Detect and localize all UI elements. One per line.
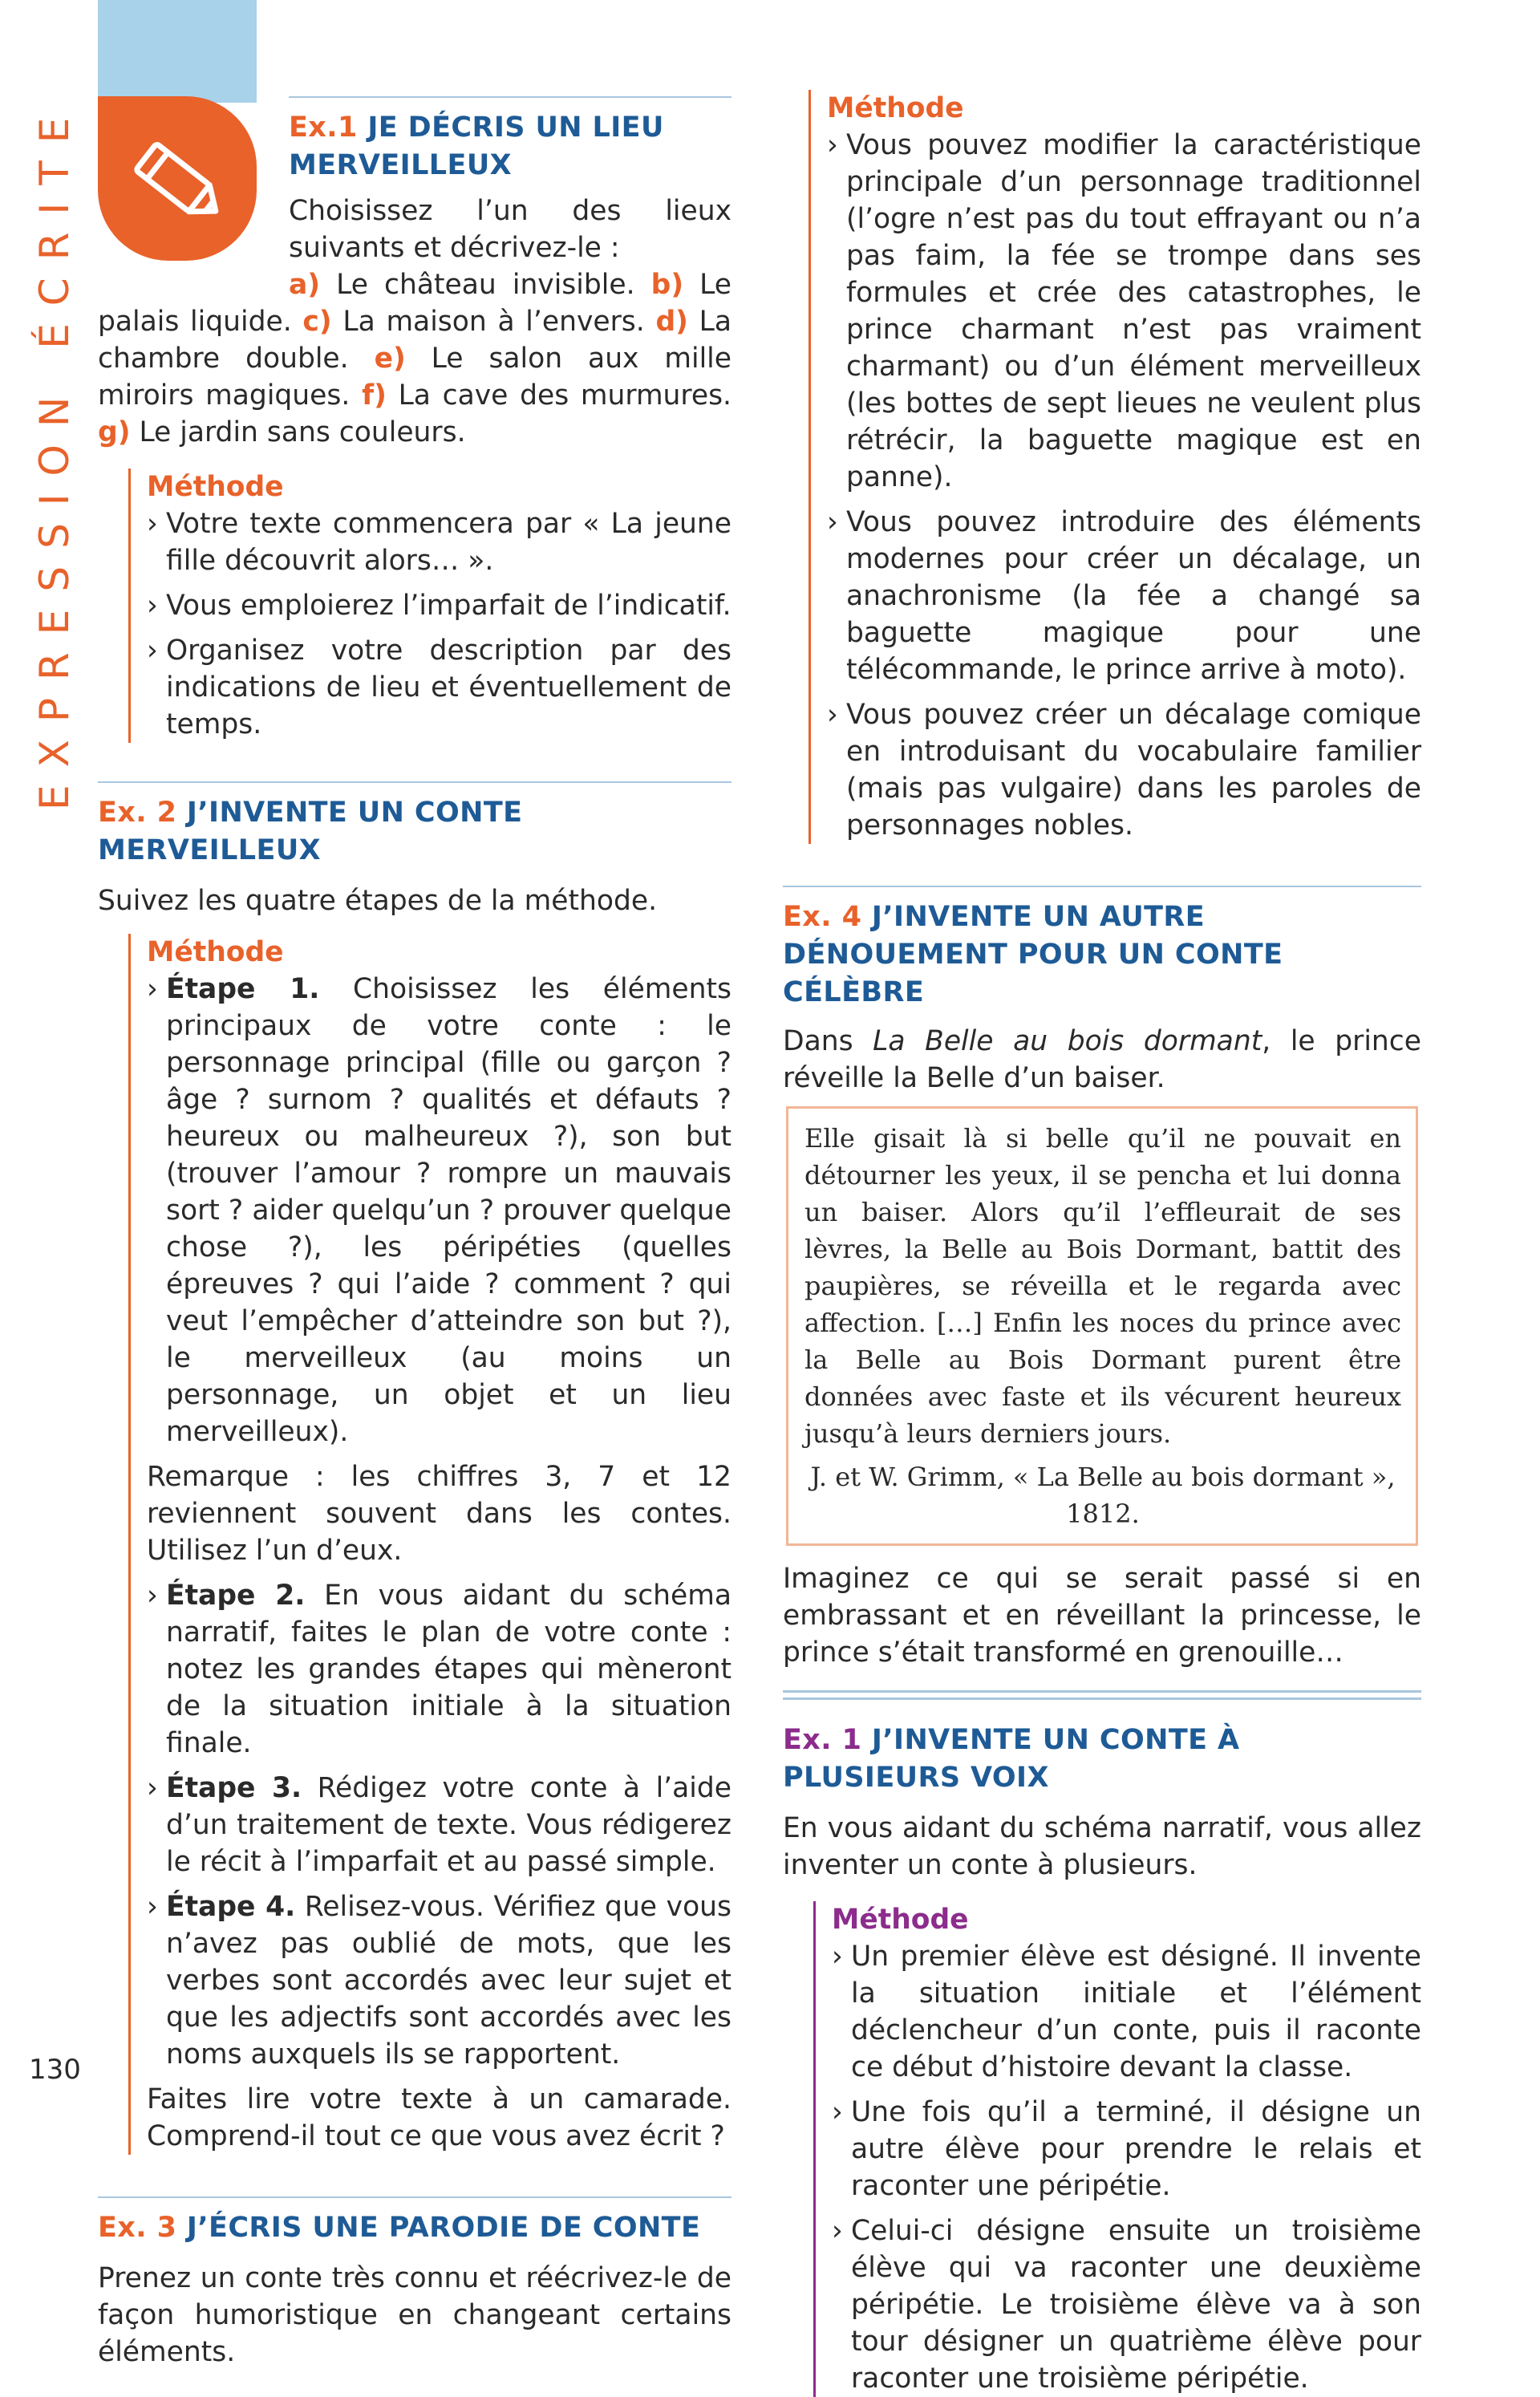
methode-item: › Vous pouvez modifier la caractéristique principale d’un personnage traditionnel (l’ogre n’est pas du tout effrayant ou n’a pas faim, la fée se trompe dans ses formules et crée des catastrophes, le prince charmant n’est pas vraiment charmant) ou d’un élément merveilleux (les bottes de sept lieues ne veulent plus rétrécir, la baguette magique est en panne).	[827, 129, 1421, 493]
ex2-title: Ex. 2 J’INVENTE UN CONTE MERVEILLEUX	[98, 797, 523, 866]
header-blue-tab	[98, 0, 257, 103]
step-item: › Étape 2. En vous aidant du schéma narratif, faites le plan de votre conte : notez les grandes étapes qui mèneront de la situation initiale à la situation finale.	[147, 1580, 732, 1759]
ex1-methode	[128, 468, 732, 743]
methode-item: › Vous emploierez l’imparfait de l’indicatif.	[147, 590, 732, 622]
page-number: 130	[29, 2054, 81, 2086]
ex3-intro: Prenez un conte très connu et réécrivez-le de façon humoristique en changeant certains éléments.	[98, 2262, 732, 2368]
ex4-title: Ex. 4 J’INVENTE UN AUTRE DÉNOUEMENT POUR UN CONTE CÉLÈBRE	[783, 901, 1283, 1008]
methode-item: › Celui-ci désigne ensuite un troisième élève qui va raconter une deuxième péripétie. Le troisième élève va à son tour désigner un quatrième élève pour raconter une troisième péripétie.	[832, 2215, 1421, 2395]
methode-title: Méthode	[832, 1904, 969, 1936]
methode-item: › Un premier élève est désigné. Il invente la situation initiale et l’élément déclencheur d’un conte, puis il raconte ce début d’histoire devant la classe.	[832, 1941, 1421, 2083]
ex4-question: Imaginez ce qui se serait passé si en embrassant et en réveillant la princesse, le prince s’était transformé en grenouille…	[783, 1563, 1421, 1669]
ex3-title: Ex. 3 J’ÉCRIS UNE PARODIE DE CONTE	[98, 2212, 701, 2244]
divider	[783, 886, 1421, 887]
double-divider	[783, 1690, 1421, 1693]
ex2-intro: Suivez les quatre étapes de la méthode.	[98, 885, 658, 917]
step-item: › Étape 4. Relisez-vous. Vérifiez que vous n’avez pas oublié de mots, que les verbes sont accordés avec leur sujet et que les adjectifs sont accordés avec les noms auxquels ils se rapportent.	[147, 1891, 732, 2071]
methode-title: Méthode	[147, 471, 284, 503]
quote-box	[786, 1106, 1418, 1546]
ex2-methode	[128, 934, 732, 2155]
methode-title: Méthode	[827, 92, 964, 124]
quote-source: J. et W. Grimm, « La Belle au bois dormant », 1812.	[810, 1462, 1396, 1529]
methode-item: › Votre texte commencera par « La jeune fille découvrit alors… ».	[147, 508, 732, 577]
ex5-methode	[813, 1901, 1421, 2397]
ex2-final-note: Faites lire votre texte à un camarade. Comprend-il tout ce que vous avez écrit ?	[147, 2083, 732, 2152]
ex5-intro: En vous aidant du schéma narratif, vous allez inventer un conte à plusieurs.	[783, 1812, 1421, 1881]
ex4-intro: Dans La Belle au bois dormant, le prince réveille la Belle d’un baiser.	[783, 1025, 1421, 1094]
quote-text: Elle gisait là si belle qu’il ne pouvait en détourner les yeux, il se pencha et lui donna un baiser. Alors qu’il l’effleurait de ses lèvres, la Belle au Bois Dormant, battit des paupières, se réveilla et le regarda avec affection. […] Enfin les noces du prince avec la Belle au Bois Dormant purent être données avec faste et ils vécurent heureux jusqu’à leurs derniers jours.	[804, 1123, 1401, 1449]
side-title: EXPRESSION ÉCRITE	[31, 99, 78, 810]
step-item: › Étape 1. Choisissez les éléments principaux de votre conte : le personnage principal (fille ou garçon ? âge ? surnom ? qualités et défauts ? heureux ou malheureux ?), son but (trouver l’amour ? rompre un mauvais sort ? aider quelqu’un ? prouver quelque chose ?), les péripéties (quelles épreuves ? qui l’aide ? comment ? qui veut l’empêcher d’atteindre son but ?), le merveilleux (au moins un personnage, un objet et un lieu merveilleux).	[147, 973, 732, 1448]
ex1-block	[98, 98, 732, 266]
ex1-options: a) Le château invisible. b) Le palais liquide. c) La maison à l’envers. d) La chambre double. e) Le salon aux mille miroirs magiques. f) La cave des murmures. g) Le jardin sans couleurs.	[98, 269, 732, 448]
right-column	[783, 90, 1421, 2397]
ex5-title: Ex. 1 J’INVENTE UN CONTE À PLUSIEURS VOIX	[783, 1724, 1240, 1794]
methode-title: Méthode	[147, 936, 284, 968]
ex2-remarque: Remarque : les chiffres 3, 7 et 12 reviennent souvent dans les contes. Utilisez l’un d’eux.	[147, 1461, 732, 1567]
left-column	[98, 96, 732, 2371]
divider	[98, 2196, 732, 2198]
divider	[98, 781, 732, 783]
ex1-intro: Choisissez l’un des lieux suivants et décrivez-le :	[289, 195, 732, 264]
methode-item: › Une fois qu’il a terminé, il désigne un autre élève pour prendre le relais et raconter une péripétie.	[832, 2096, 1421, 2202]
methode-item: › Organisez votre description par des indications de lieu et éventuellement de temps.	[147, 635, 732, 740]
step-item: › Étape 3. Rédigez votre conte à l’aide d’un traitement de texte. Vous rédigerez le récit à l’imparfait et au passé simple.	[147, 1772, 732, 1878]
methode-item: › Vous pouvez créer un décalage comique en introduisant du vocabulaire familier (mais pas vulgaire) dans les paroles de personnages nobles.	[827, 699, 1421, 842]
ex3-methode	[808, 90, 1421, 844]
ex1-title: Ex.1 JE DÉCRIS UN LIEU MERVEILLEUX	[289, 112, 664, 181]
methode-item: › Vous pouvez introduire des éléments modernes pour créer un décalage, un anachronisme (la fée a changé sa baguette magique pour une télécommande, le prince arrive à moto).	[827, 506, 1421, 686]
